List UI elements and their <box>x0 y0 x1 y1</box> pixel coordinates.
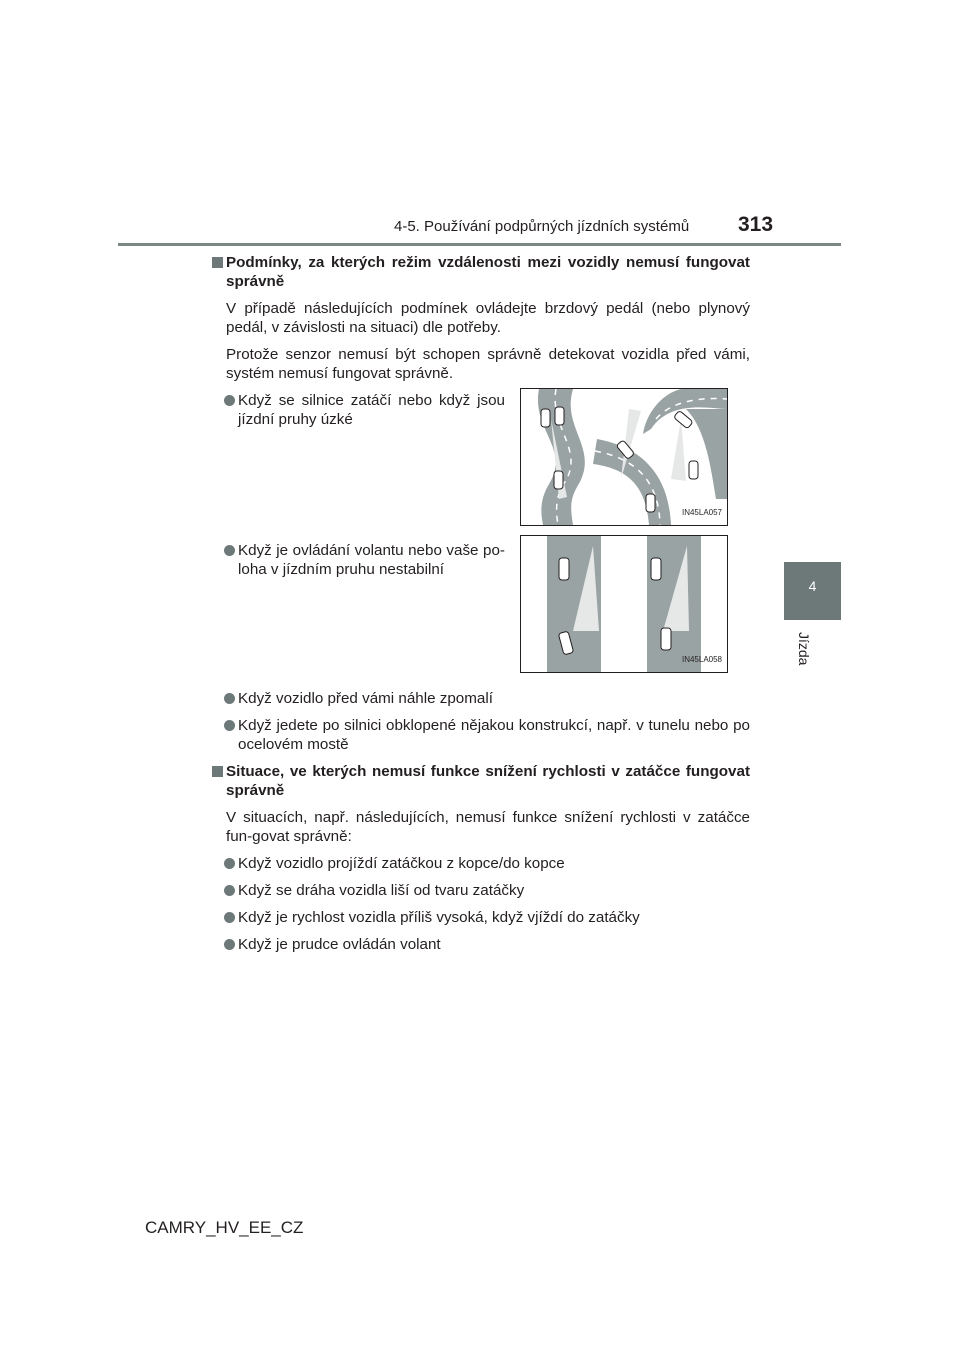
list-item-text: Když vozidlo před vámi náhle zpomalí <box>238 690 493 707</box>
circle-bullet-icon <box>224 885 235 896</box>
square-bullet-icon <box>212 257 223 268</box>
circle-bullet-icon <box>224 693 235 704</box>
chapter-tab <box>784 562 841 620</box>
list-item-text: Když je rychlost vozidla příliš vysoká, když vjíždí do zatáčky <box>238 909 640 926</box>
square-bullet-icon <box>212 766 223 777</box>
bullet-with-figure <box>212 391 750 541</box>
list-item-text: Když vozidlo projíždí zatáčkou z kopce/do kopce <box>238 855 565 872</box>
list-item-text: Když jedete po silnici obklopené nějakou konstrukcí, např. v tunelu nebo po ocelovém mostě <box>238 717 750 753</box>
chapter-number: 4 <box>808 578 817 594</box>
page-number: 313 <box>738 213 774 236</box>
paragraph: Protože senzor nemusí být schopen správně detekovat vozidla před vámi, systém nemusí fungovat správně. <box>226 346 750 382</box>
figure-code: IN45LA058 <box>681 655 722 664</box>
header-rule <box>118 243 841 246</box>
figure-unstable-lane <box>520 535 728 673</box>
bullet-with-figure <box>212 541 750 689</box>
paragraph: V případě následujících podmínek ovládejte brzdový pedál (nebo plynový pedál, v závislosti na situaci) dle potřeby. <box>226 300 750 336</box>
list-item <box>212 541 505 579</box>
paragraph: V situacích, např. následujících, nemusí funkce snížení rychlosti v zatáčce fun-govat správně: <box>226 809 750 845</box>
figure-curved-road <box>520 388 728 526</box>
circle-bullet-icon <box>224 939 235 950</box>
section-heading-curve-speed <box>212 762 750 800</box>
section-heading-distance-mode <box>212 253 750 291</box>
list-item-text: Když se dráha vozidla liší od tvaru zatáčky <box>238 882 525 899</box>
chapter-label: Jízda <box>796 632 812 666</box>
list-item-text: Když je prudce ovládán volant <box>238 936 441 953</box>
list-item <box>212 935 750 954</box>
document-code: CAMRY_HV_EE_CZ <box>145 1218 304 1237</box>
section-heading-text: Podmínky, za kterých režim vzdálenosti mezi vozidly nemusí fungovat správně <box>226 254 750 290</box>
list-item-text: Když se silnice zatáčí nebo když jsou jízdní pruhy úzké <box>238 392 505 428</box>
list-item <box>212 716 750 754</box>
list-item <box>212 854 750 873</box>
circle-bullet-icon <box>224 395 235 406</box>
section-heading-text: Situace, ve kterých nemusí funkce snížení rychlosti v zatáčce fungovat správně <box>226 763 750 799</box>
main-content <box>212 253 750 962</box>
list-item <box>212 881 750 900</box>
figure-code: IN45LA057 <box>681 508 722 517</box>
circle-bullet-icon <box>224 545 235 556</box>
list-item <box>212 689 750 708</box>
list-item <box>212 391 505 429</box>
header-title: 4-5. Používání podpůrných jízdních systémů <box>394 218 690 235</box>
circle-bullet-icon <box>224 912 235 923</box>
circle-bullet-icon <box>224 858 235 869</box>
list-item <box>212 908 750 927</box>
list-item-text: Když je ovládání volantu nebo vaše po-loha v jízdním pruhu nestabilní <box>238 542 505 578</box>
circle-bullet-icon <box>224 720 235 731</box>
